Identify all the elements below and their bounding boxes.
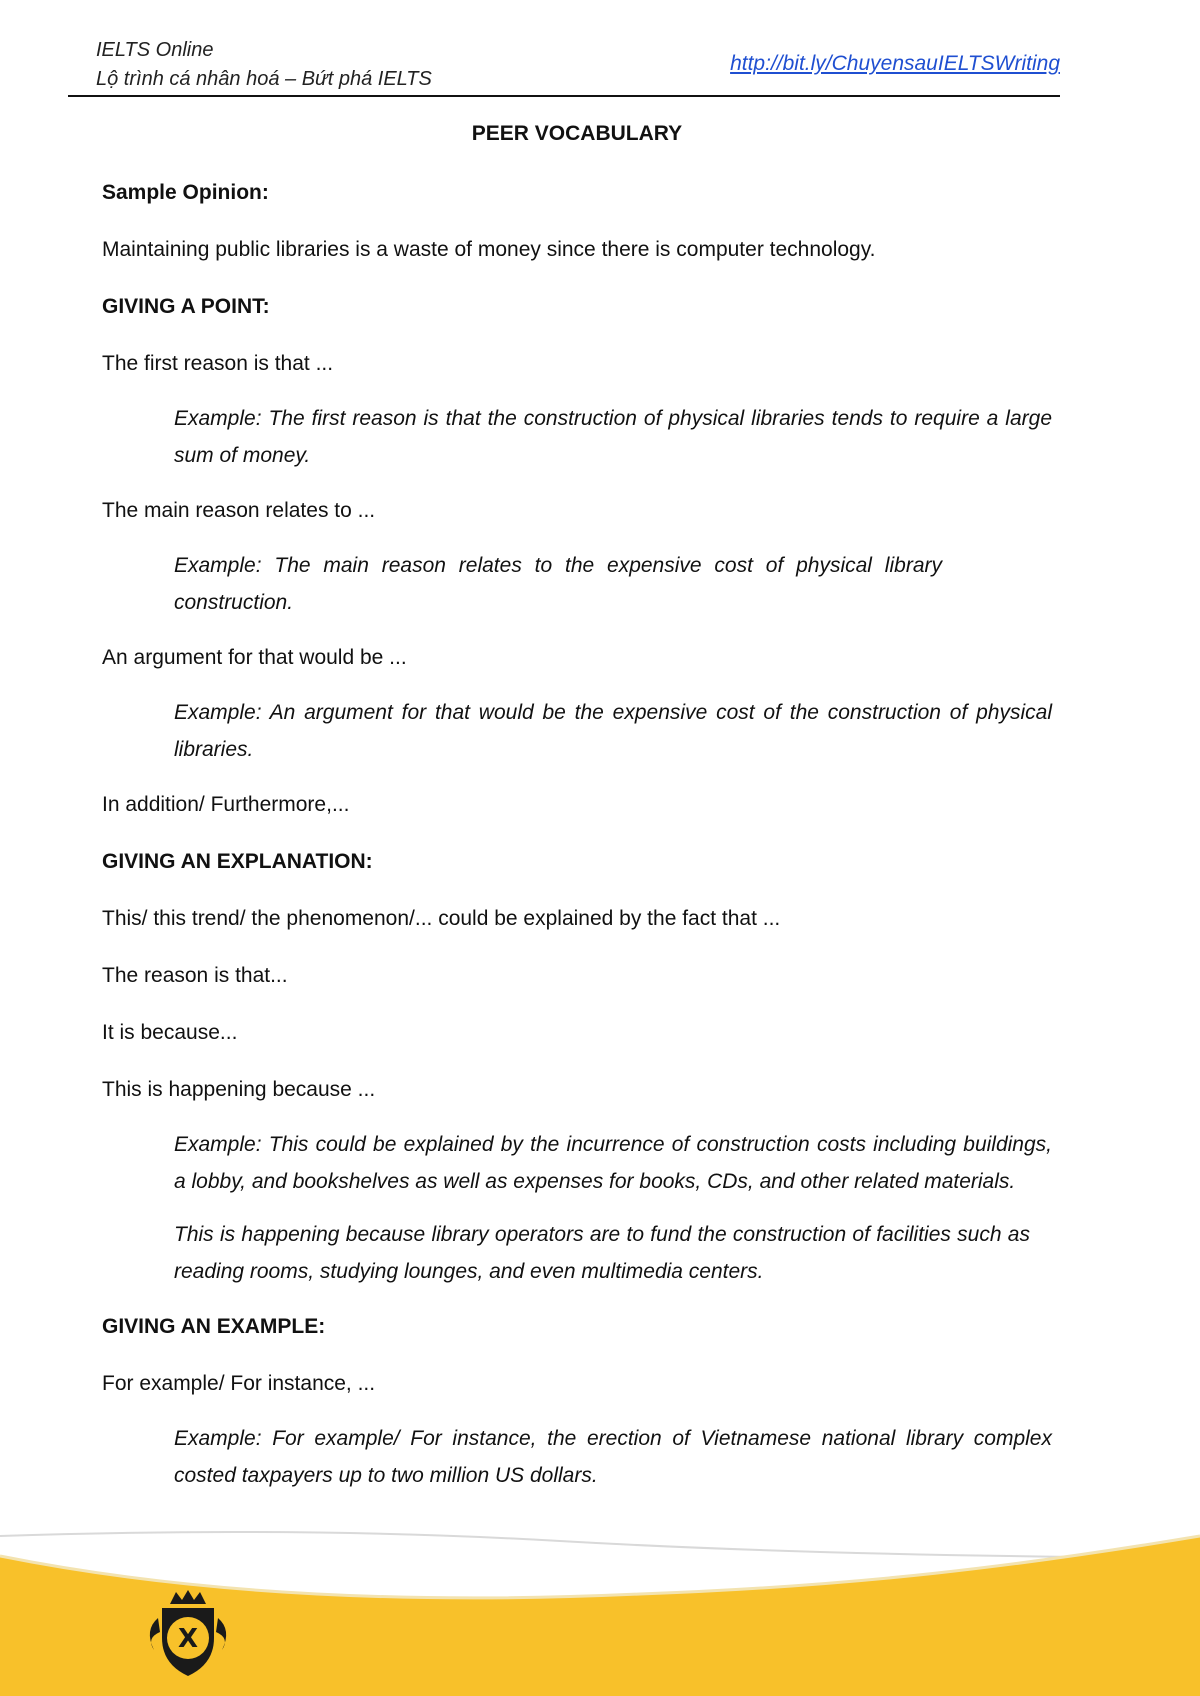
- example-explanation-2: This is happening because library operators are to fund the construction of facilities such as reading rooms, studying lounges, and even multimedia centers.: [174, 1223, 1030, 1283]
- logo-letter: X: [177, 1624, 199, 1654]
- sample-opinion-text: Maintaining public libraries is a waste of money since there is computer technology.: [102, 238, 876, 261]
- header-brand: [96, 36, 432, 94]
- header-line-1: IELTS Online: [96, 39, 214, 61]
- phrase-in-addition: In addition/ Furthermore,...: [102, 793, 350, 816]
- example-first-reason: Example: The first reason is that the construction of physical libraries tends to require a large sum of money.: [174, 407, 1052, 467]
- header-link[interactable]: http://bit.ly/ChuyensauIELTSWriting: [730, 52, 1060, 75]
- phrase-first-reason: The first reason is that ...: [102, 352, 334, 375]
- header-divider-mark: [838, 95, 884, 97]
- phrase-it-is-because: It is because...: [102, 1021, 238, 1044]
- phrase-for-example: For example/ For instance, ...: [102, 1372, 376, 1395]
- section-heading-example: GIVING AN EXAMPLE:: [102, 1315, 326, 1338]
- page-title: PEER VOCABULARY: [471, 122, 683, 145]
- sample-opinion-label: Sample Opinion:: [102, 181, 269, 204]
- header-divider: [68, 95, 1060, 97]
- example-explanation-1: Example: This could be explained by the incurrence of construction costs including buildings, a lobby, and bookshelves as well as expenses for books, CDs, and other related materials.: [174, 1133, 1052, 1193]
- section-heading-explanation: GIVING AN EXPLANATION:: [102, 850, 373, 873]
- crown-shield-x-logo-icon: [140, 1588, 236, 1680]
- section-heading-point: GIVING A POINT:: [102, 295, 270, 318]
- phrase-happening-because: This is happening because ...: [102, 1078, 376, 1101]
- phrase-argument: An argument for that would be ...: [102, 646, 407, 669]
- header-line-2: Lộ trình cá nhân hoá – Bứt phá IELTS: [96, 68, 432, 90]
- document-body: [102, 120, 1052, 1516]
- phrase-main-reason: The main reason relates to ...: [102, 499, 376, 522]
- phrase-reason-is: The reason is that...: [102, 964, 288, 987]
- phrase-explained-by: This/ this trend/ the phenomenon/... could be explained by the fact that ...: [102, 907, 781, 930]
- example-argument: Example: An argument for that would be the expensive cost of the construction of physical libraries.: [174, 701, 1052, 761]
- example-for-instance: Example: For example/ For instance, the erection of Vietnamese national library complex costed taxpayers up to two million US dollars.: [174, 1427, 1052, 1487]
- example-main-reason: Example: The main reason relates to the expensive cost of physical library construction.: [174, 554, 942, 614]
